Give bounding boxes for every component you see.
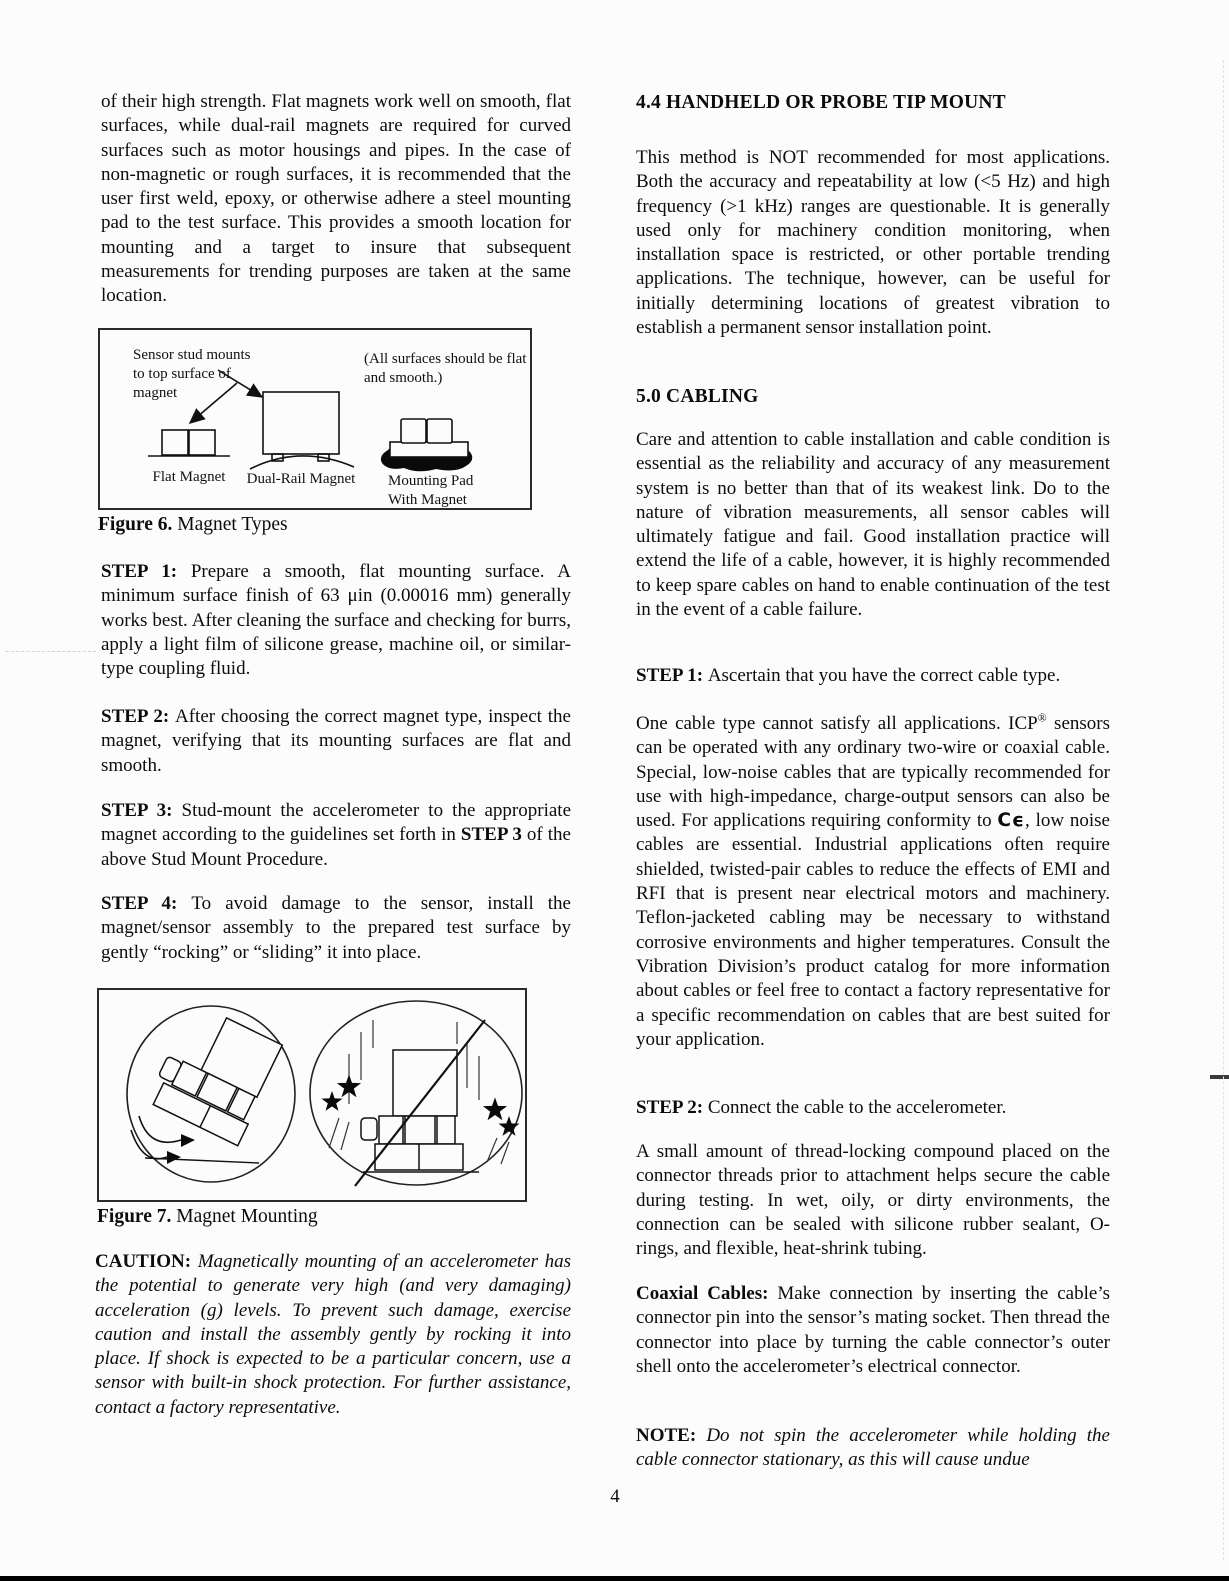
label-mounting-pad: Mounting Pad With Magnet <box>388 473 474 508</box>
flat-magnet-drawing <box>148 430 230 456</box>
para-step3-magnet: STEP 3: Stud-mount the accelerometer to the appropriate magnet according to the guidelines set forth in STEP 3 of the above Stud Mount Procedure. <box>101 800 571 870</box>
label-dual-rail-magnet: Dual-Rail Magnet <box>246 471 356 487</box>
section-heading-50: 5.0 CABLING <box>636 386 759 407</box>
scan-streak-right <box>1223 60 1224 1560</box>
mounting-pad-drawing <box>381 419 472 471</box>
rocking-sensor-drawing <box>146 1002 286 1146</box>
figure6-caption <box>98 514 288 536</box>
figure7-caption-title: Magnet Mounting <box>171 1206 318 1227</box>
para-step2-cable: STEP 2: Connect the cable to the accelerometer. <box>636 1097 1007 1118</box>
impact-sensor-drawing <box>361 1050 479 1172</box>
scan-edge-bar <box>0 1576 1229 1581</box>
figure6-callout-label: Sensor stud mounts to top surface of magnet <box>133 347 251 401</box>
para-step1-magnet: STEP 1: Prepare a smooth, flat mounting surface. A minimum surface finish of 63 μin (0.00016 mm) generally works best. After cleaning the surface and checking for burrs, apply a light film of silicone grease, machine oil, or similar-type coupling fluid. <box>101 561 571 680</box>
label-flat-magnet: Flat Magnet <box>152 469 226 485</box>
para-caution: CAUTION: Magnetically mounting of an accelerometer has the potential to generate very high (and very damaging) acceleration (g) levels. To prevent such damage, exercise caution and install the assembly gently by rocking it into place. If shock is expected to be a particular concern, use a sensor with built-in shock protection. For further assistance, contact a factory representative. <box>95 1251 572 1418</box>
para-handheld: This method is NOT recommended for most applications. Both the accuracy and repeatability at low (<5 Hz) and high frequency (>1 kHz) ranges are questionable. It is generally used only for machinery condition monitoring, when installation space is restricted, or other portable trending applications. The technique, however, can be useful for initially determining locations of greatest vibration to establish a permanent sensor installation point. <box>636 147 1110 339</box>
para-step1-cable: STEP 1: Ascertain that you have the correct cable type. <box>636 665 1061 686</box>
figure7-box <box>97 988 527 1202</box>
scan-streak-left <box>6 651 96 652</box>
margin-dash-artifact <box>1210 1075 1229 1079</box>
para-magnet-intro: of their high strength. Flat magnets work well on smooth, flat surfaces, while dual-rail magnets are required for curved surfaces such as motor housings and pipes. In the case of non-magnetic or rough surfaces, it is recommended that the user first weld, epoxy, or otherwise adhere a steel mounting pad to the test surface. This provides a smooth location for mounting and a target to insure that subsequent measurements for trending purposes are taken at the same location. <box>101 91 571 307</box>
para-thread-locking: A small amount of thread-locking compound placed on the connector threads prior to attachment helps secure the cable during testing. In wet, oily, or dirty environments, the connection can be sealed with silicone rubber sealant, O-rings, and flexible, heat-shrink tubing. <box>636 1141 1110 1260</box>
para-cable-type: One cable type cannot satisfy all applications. ICP® sensors can be operated with any ordinary two-wire or coaxial cable. Special, low-noise cables that are typically recommended for use with high-impedance, charge-output sensors can also be used. For applications requiring conformity to Cϵ, low noise cables are essential. Industrial applications often require shielded, twisted-pair cables to reduce the effects of EMI and RFI that is present near electrical motors and machinery. Teflon-jacketed cabling may be necessary to withstand corrosive environments and higher temperatures. Consult the Vibration Division’s product catalog for more information about cables or feel free to contact a factory representative for a specific recommendation on cables that are best suited for your application. <box>636 711 1110 1050</box>
para-coaxial-cables: Coaxial Cables: Make connection by inserting the cable’s connector pin into the sensor’s mating socket. Then thread the connector into place by turning the cable connector’s outer shell onto the accelerometer’s electrical connector. <box>636 1283 1111 1377</box>
section-heading-44: 4.4 HANDHELD OR PROBE TIP MOUNT <box>636 92 1006 113</box>
figure7-caption-number: Figure 7. <box>97 1206 172 1227</box>
para-cabling: Care and attention to cable installation and cable condition is essential as the reliability and accuracy of any measurement system is no better than that of its weakest link. Do to the nature of vibration measurements, all sensor cables will ultimately fatigue and fail. Good installation practice will extend the life of a cable, however, it is highly recommended to keep spare cables on hand to enable continuation of the test in the event of a cable failure. <box>636 429 1110 621</box>
figure6-caption-title: Magnet Types <box>172 514 288 535</box>
para-step2-magnet: STEP 2: After choosing the correct magnet type, inspect the magnet, verifying that its mounting surfaces are flat and smooth. <box>101 706 571 776</box>
figure7-drawing <box>99 990 525 1200</box>
para-note: NOTE: Do not spin the accelerometer while holding the cable connector stationary, as this will cause undue <box>636 1425 1110 1471</box>
figure6-caption-number: Figure 6. <box>98 514 173 535</box>
para-step4-magnet: STEP 4: To avoid damage to the sensor, install the magnet/sensor assembly to the prepared test surface by gently “rocking” or “sliding” it into place. <box>101 893 571 963</box>
page-number: 4 <box>610 1486 620 1507</box>
dual-rail-magnet-drawing <box>250 392 354 469</box>
figure6-surfaces-note: (All surfaces should be flat and smooth.) <box>364 351 527 386</box>
figure6-box <box>98 328 532 510</box>
figure7-caption <box>97 1206 318 1228</box>
